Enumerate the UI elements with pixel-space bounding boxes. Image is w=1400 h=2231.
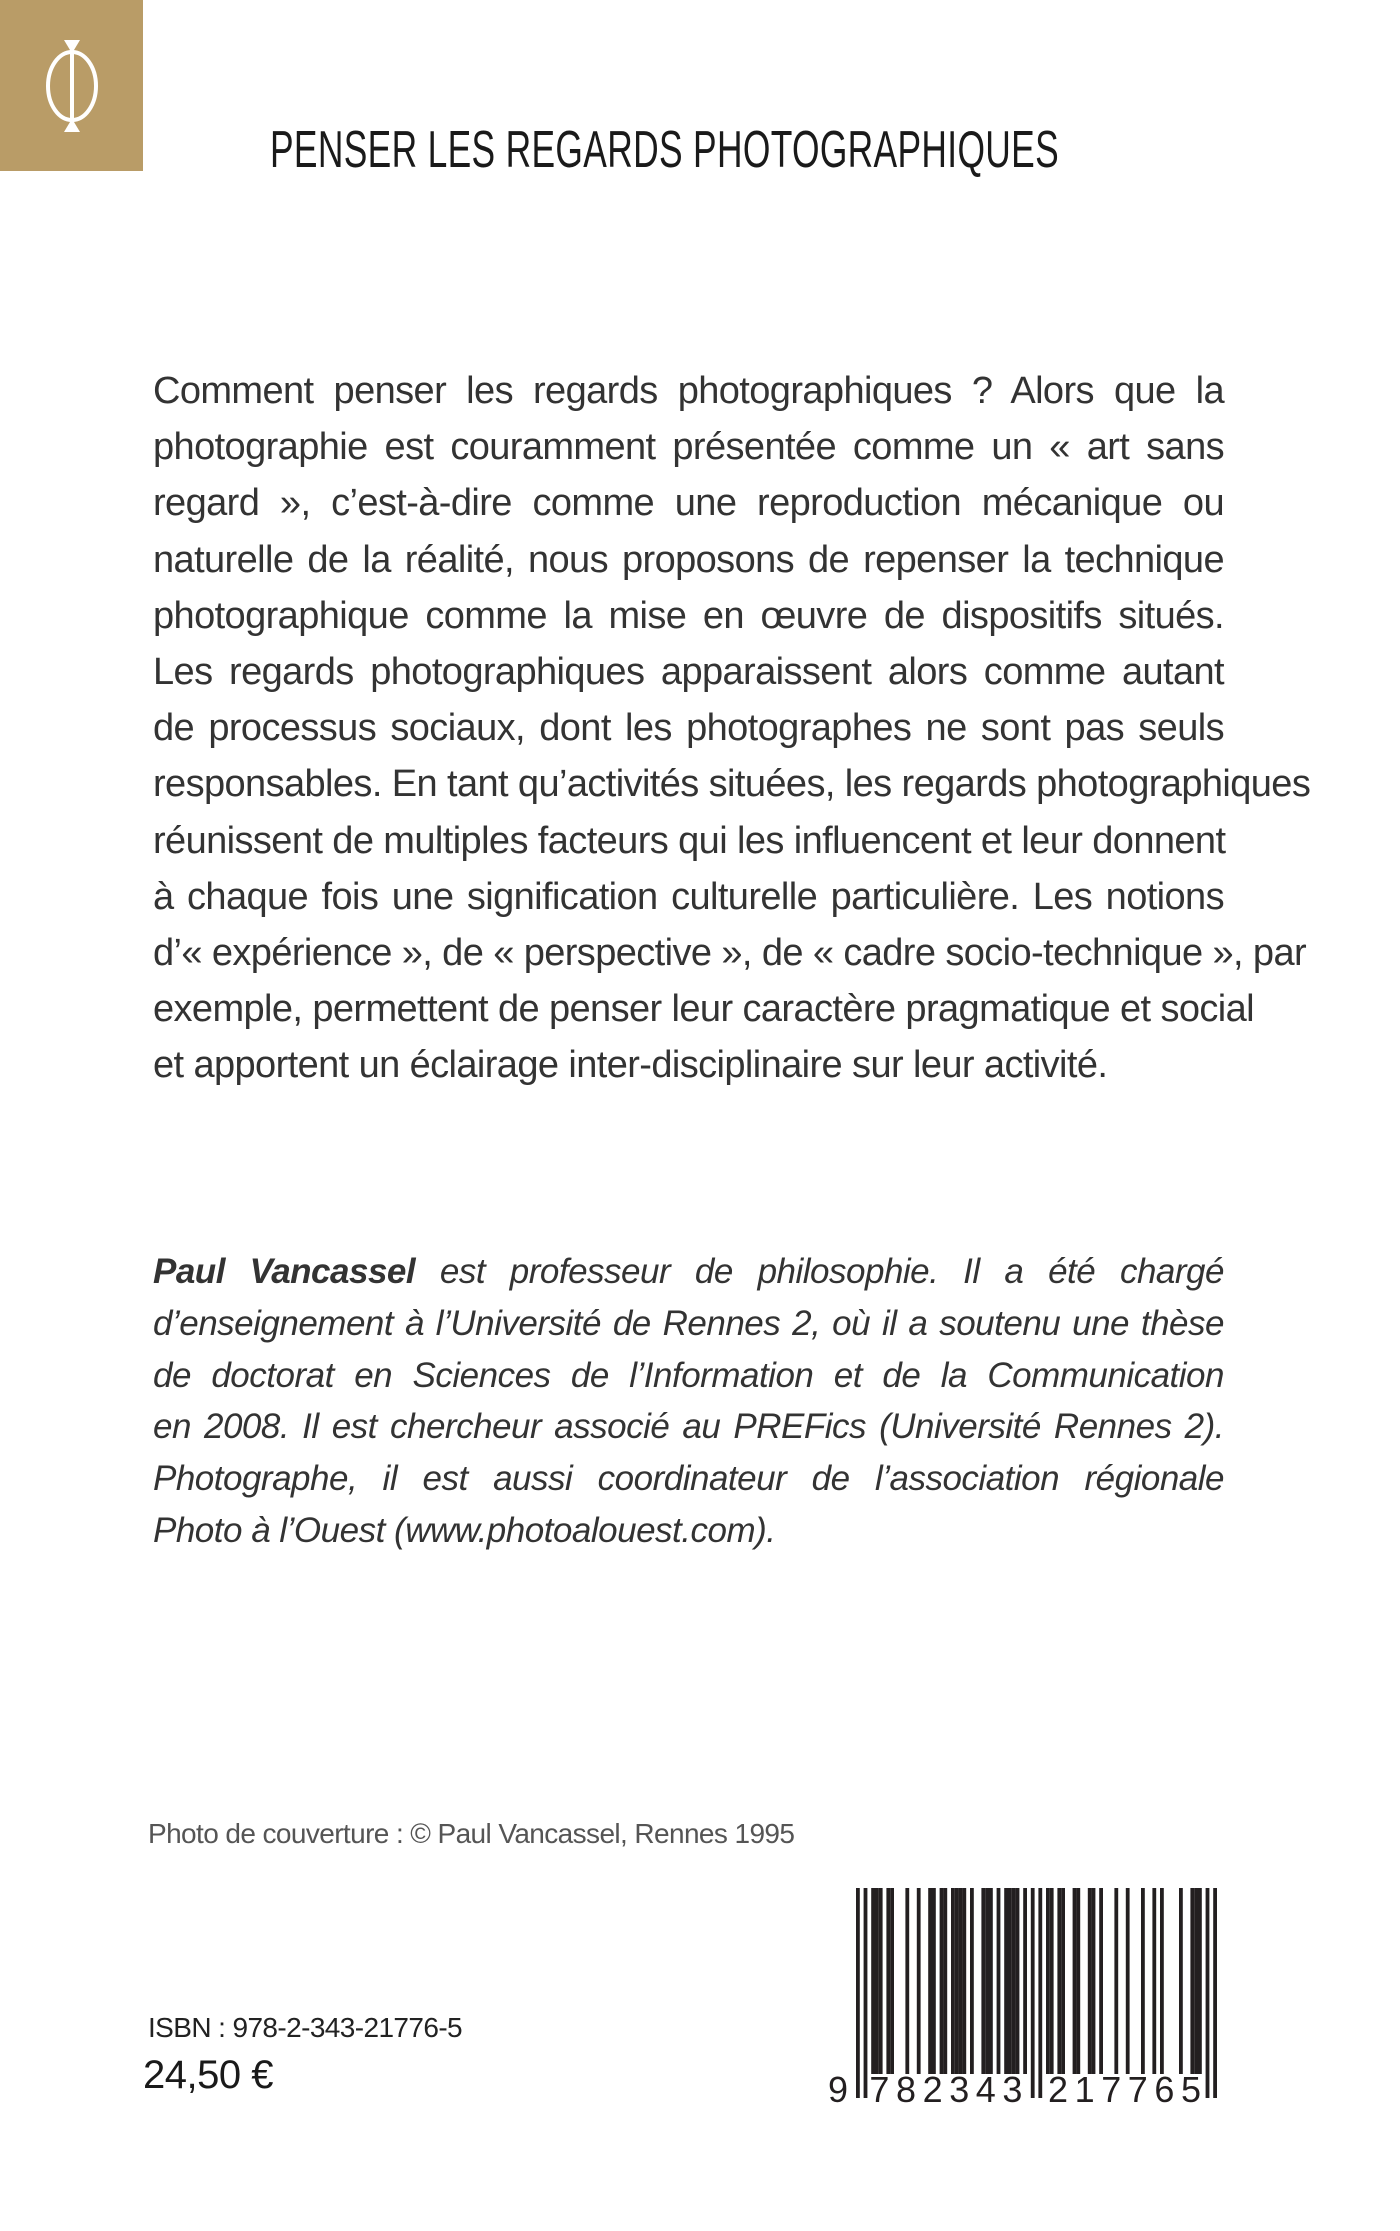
barcode-bar	[1008, 1888, 1012, 2074]
barcode-bar	[1023, 1888, 1027, 2074]
barcode-digit: 3	[949, 2069, 970, 2110]
price: 24,50 €	[143, 2053, 273, 2097]
barcode-bar	[890, 1888, 894, 2074]
barcode-digit: 7	[869, 2069, 890, 2110]
barcode-bar	[1061, 1888, 1065, 2074]
barcode-bar	[989, 1888, 993, 2074]
barcode-bar	[1114, 1888, 1118, 2074]
summary-line: réunissent de multiples facteurs qui les influencent et leur donnent	[153, 819, 1226, 862]
summary-line: photographie est couramment présentée comme un « art sans	[153, 426, 1224, 469]
summary-line: photographique comme la mise en œuvre de dispositifs situés.	[153, 594, 1224, 637]
barcode-bar	[981, 1888, 985, 2074]
barcode-bar	[951, 1888, 955, 2074]
barcode-bar	[1031, 1888, 1035, 2098]
barcode-bar	[1194, 1888, 1198, 2074]
barcode-bar	[1160, 1888, 1164, 2074]
barcode-bar	[1099, 1888, 1103, 2074]
author-bio	[153, 1246, 1224, 1557]
barcode-bar	[1038, 1888, 1042, 2098]
phi-logo-icon	[42, 38, 102, 134]
barcode-digit: 1	[1074, 2069, 1095, 2110]
barcode-bar	[1206, 1888, 1210, 2098]
barcode-bar	[932, 1888, 936, 2074]
barcode-bar	[864, 1888, 868, 2098]
bio-line	[153, 1246, 1224, 1298]
barcode-digit: 4	[975, 2069, 996, 2110]
barcode-bar	[905, 1888, 909, 2074]
barcode-bar	[962, 1888, 966, 2074]
summary-line: responsables. En tant qu’activités situées, les regards photographiques	[153, 763, 1311, 806]
book-title: PENSER LES REGARDS PHOTOGRAPHIQUES	[270, 121, 1060, 179]
barcode-digit: 2	[922, 2069, 943, 2110]
barcode-bar	[875, 1888, 879, 2074]
barcode-digit: 2	[1048, 2069, 1069, 2110]
summary-line: naturelle de la réalité, nous proposons de repenser la technique	[153, 538, 1224, 581]
barcode-bar	[1073, 1888, 1077, 2074]
summary-line: regard », c’est-à-dire comme une reproduction mécanique ou	[153, 482, 1224, 525]
barcode-digit: 7	[1101, 2069, 1122, 2110]
barcode-digit: 5	[1181, 2069, 1202, 2110]
barcode-digit: 7	[1127, 2069, 1148, 2110]
summary-line: d’« expérience », de « perspective », de « cadre socio-technique », par	[153, 932, 1307, 975]
barcode-bar	[1190, 1888, 1194, 2074]
barcode-bar	[1198, 1888, 1202, 2074]
bio-line: Photo à l’Ouest (www.photoalouest.com).	[153, 1510, 776, 1550]
bio-line: en 2008. Il est chercheur associé au PREFics (Université Rennes 2).	[153, 1407, 1224, 1447]
publisher-logo	[0, 0, 143, 171]
barcode-bar	[943, 1888, 947, 2074]
barcode-bar	[997, 1888, 1001, 2074]
barcode-bar	[970, 1888, 974, 2074]
barcode-bar	[1126, 1888, 1130, 2074]
barcode-bar	[886, 1888, 890, 2074]
summary-text	[153, 363, 1311, 1094]
barcode-digit: 9	[828, 2069, 849, 2110]
barcode-bar	[1004, 1888, 1008, 2074]
barcode-bar	[1179, 1888, 1183, 2074]
barcode-bar	[940, 1888, 944, 2074]
summary-line: exemple, permettent de penser leur caractère pragmatique et social	[153, 988, 1255, 1031]
photo-credit: Photo de couverture : © Paul Vancassel, Rennes 1995	[148, 1818, 795, 1849]
barcode-bar	[1016, 1888, 1020, 2074]
barcode-bar	[1092, 1888, 1096, 2074]
bio-line: Photographe, il est aussi coordinateur de l’association régionale	[153, 1459, 1224, 1499]
barcode-digit: 8	[896, 2069, 917, 2110]
barcode-bar	[1076, 1888, 1080, 2074]
barcode-bar	[1050, 1888, 1054, 2074]
barcode-digit: 6	[1154, 2069, 1175, 2110]
summary-line: Comment penser les regards photographiques ? Alors que la	[153, 370, 1224, 412]
author-name: Paul Vancassel	[153, 1252, 416, 1291]
ean13-barcode	[820, 1880, 1230, 2110]
bio-text: est professeur de philosophie. Il a été chargé	[415, 1252, 1224, 1291]
barcode-bar	[928, 1888, 932, 2074]
summary-line: à chaque fois une signification culturelle particulière. Les notions	[153, 875, 1224, 918]
barcode-bar	[1152, 1888, 1156, 2074]
barcode-bar	[917, 1888, 921, 2074]
bio-line: de doctorat en Sciences de l’Information et de la Communication	[153, 1355, 1224, 1395]
barcode-bar	[985, 1888, 989, 2074]
summary-line: de processus sociaux, dont les photographes ne sont pas seuls	[153, 707, 1224, 750]
barcode-digit: 3	[1002, 2069, 1023, 2110]
barcode-bar	[879, 1888, 883, 2074]
barcode-bar	[959, 1888, 963, 2074]
barcode-bar	[1046, 1888, 1050, 2074]
barcode-bar	[1057, 1888, 1061, 2074]
barcode-bar	[856, 1888, 860, 2098]
barcode-bar	[871, 1888, 875, 2074]
summary-line: Les regards photographiques apparaissent alors comme autant	[153, 651, 1224, 694]
isbn: ISBN : 978-2-343-21776-5	[148, 2012, 463, 2043]
summary-line: et apportent un éclairage inter-disciplinaire sur leur activité.	[153, 1044, 1108, 1087]
bio-line: d’enseignement à l’Université de Rennes 2, où il a soutenu une thèse	[153, 1303, 1224, 1343]
barcode-bar	[1141, 1888, 1145, 2074]
barcode-bar	[1088, 1888, 1092, 2074]
barcode-bar	[955, 1888, 959, 2074]
barcode-bar	[1213, 1888, 1217, 2098]
barcode-bar	[1012, 1888, 1016, 2074]
